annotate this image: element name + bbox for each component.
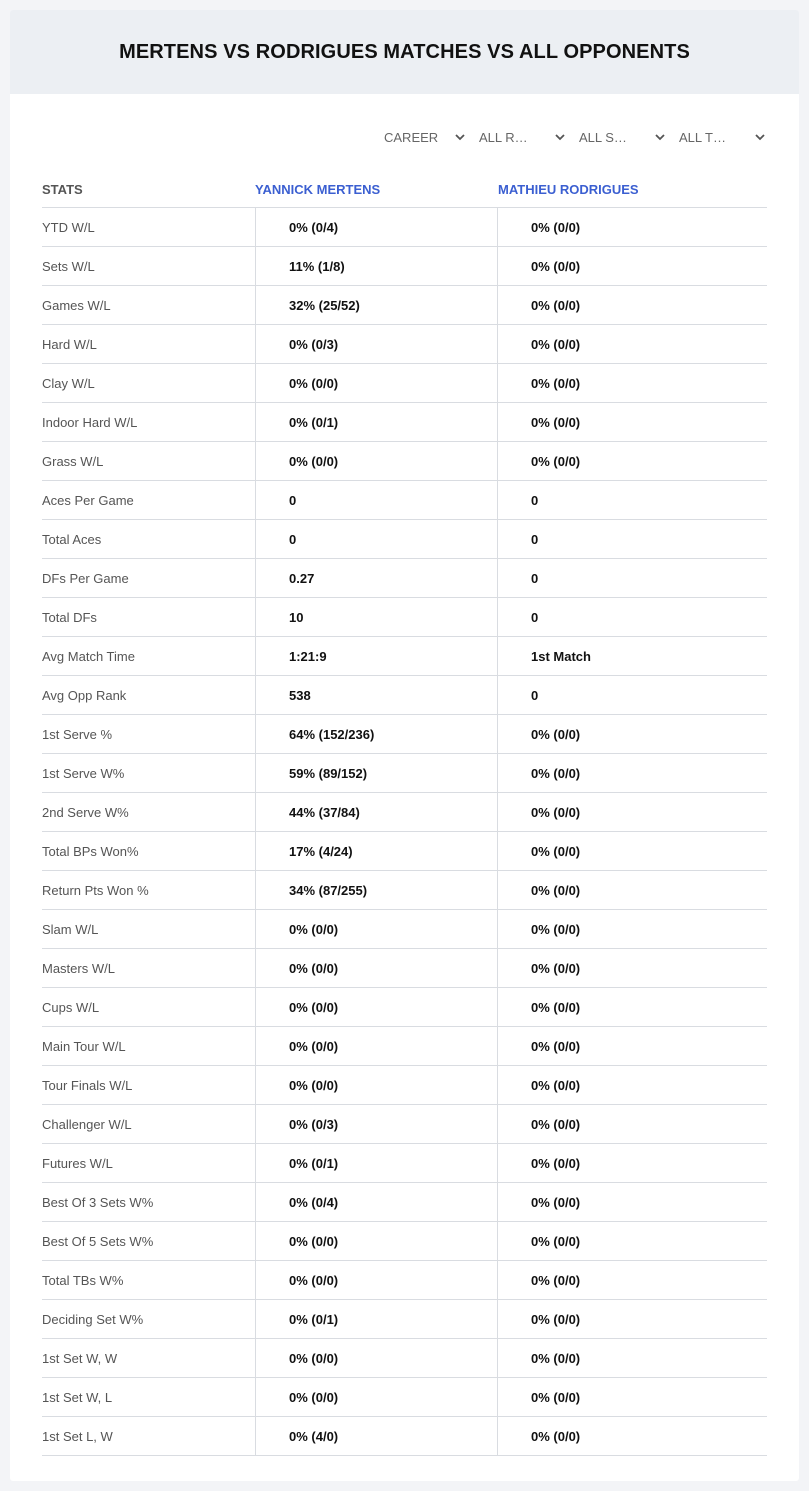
stat-label: 1st Set W, W bbox=[42, 1350, 118, 1366]
table-row bbox=[42, 481, 767, 520]
table-row bbox=[42, 1105, 767, 1144]
stat-label: DFs Per Game bbox=[42, 570, 129, 586]
filter-label: ALL S… bbox=[579, 129, 627, 145]
player2-value: 0 bbox=[497, 520, 767, 558]
stat-label: Tour Finals W/L bbox=[42, 1077, 133, 1093]
player1-value: 0% (0/3) bbox=[255, 325, 497, 363]
player2-value: 0% (0/0) bbox=[497, 1105, 767, 1143]
player2-value: 0% (0/0) bbox=[497, 754, 767, 792]
player2-value: 0% (0/0) bbox=[497, 949, 767, 987]
player1-value: 44% (37/84) bbox=[255, 793, 497, 831]
player2-value: 0% (0/0) bbox=[497, 1027, 767, 1065]
table-row bbox=[42, 910, 767, 949]
player2-value: 0% (0/0) bbox=[497, 988, 767, 1026]
table-row bbox=[42, 988, 767, 1027]
table-row bbox=[42, 1417, 767, 1456]
player1-value: 11% (1/8) bbox=[255, 247, 497, 285]
filter-tournament-select[interactable] bbox=[679, 126, 766, 148]
table-row bbox=[42, 1066, 767, 1105]
stat-label: 1st Set W, L bbox=[42, 1389, 113, 1405]
stat-label: Total DFs bbox=[42, 609, 97, 625]
filter-period-select[interactable] bbox=[384, 126, 466, 148]
player1-value: 0% (0/0) bbox=[255, 442, 497, 480]
player1-value: 0% (0/0) bbox=[255, 949, 497, 987]
stat-label: Avg Opp Rank bbox=[42, 687, 127, 703]
player2-value: 0% (0/0) bbox=[497, 910, 767, 948]
player2-value: 0% (0/0) bbox=[497, 1300, 767, 1338]
stat-label: Futures W/L bbox=[42, 1155, 113, 1171]
table-row bbox=[42, 1183, 767, 1222]
stat-label: Best Of 5 Sets W% bbox=[42, 1233, 154, 1249]
player1-value: 64% (152/236) bbox=[255, 715, 497, 753]
stat-label: Hard W/L bbox=[42, 336, 97, 352]
player1-value: 0% (0/4) bbox=[255, 1183, 497, 1221]
player1-value: 0% (0/0) bbox=[255, 1066, 497, 1104]
player1-value: 0% (0/0) bbox=[255, 1261, 497, 1299]
chevron-down-icon bbox=[454, 131, 466, 143]
table-row bbox=[42, 754, 767, 793]
player1-value: 17% (4/24) bbox=[255, 832, 497, 870]
player1-value: 32% (25/52) bbox=[255, 286, 497, 324]
player1-value: 0% (0/0) bbox=[255, 1222, 497, 1260]
stats-column-header: STATS bbox=[42, 182, 83, 197]
stats-card bbox=[10, 10, 799, 1481]
player2-value: 0 bbox=[497, 481, 767, 519]
player1-link[interactable]: YANNICK MERTENS bbox=[255, 182, 381, 197]
player1-value: 0% (0/0) bbox=[255, 988, 497, 1026]
player1-value: 59% (89/152) bbox=[255, 754, 497, 792]
stat-label: Deciding Set W% bbox=[42, 1311, 144, 1327]
chevron-down-icon bbox=[754, 131, 766, 143]
player2-value: 0% (0/0) bbox=[497, 832, 767, 870]
player2-value: 1st Match bbox=[497, 637, 767, 675]
player1-value: 0 bbox=[255, 481, 497, 519]
chevron-down-icon bbox=[654, 131, 666, 143]
table-body bbox=[42, 208, 767, 1456]
player1-value: 538 bbox=[255, 676, 497, 714]
table-header bbox=[42, 170, 767, 208]
player2-link[interactable]: MATHIEU RODRIGUES bbox=[498, 182, 639, 197]
player1-value: 0% (0/0) bbox=[255, 1378, 497, 1416]
player1-value: 1:21:9 bbox=[255, 637, 497, 675]
table-row bbox=[42, 325, 767, 364]
chevron-down-icon bbox=[554, 131, 566, 143]
stat-label: Total Aces bbox=[42, 531, 102, 547]
stats-table bbox=[42, 170, 767, 1456]
player1-value: 0% (0/0) bbox=[255, 1027, 497, 1065]
player1-value: 0% (0/0) bbox=[255, 1339, 497, 1377]
stat-label: Aces Per Game bbox=[42, 492, 134, 508]
table-row bbox=[42, 1378, 767, 1417]
table-row bbox=[42, 286, 767, 325]
table-row bbox=[42, 559, 767, 598]
player2-value: 0% (0/0) bbox=[497, 871, 767, 909]
player2-value: 0% (0/0) bbox=[497, 1144, 767, 1182]
stat-label: Return Pts Won % bbox=[42, 882, 149, 898]
stat-label: 2nd Serve W% bbox=[42, 804, 129, 820]
filter-surface-select[interactable] bbox=[579, 126, 666, 148]
card-header bbox=[10, 10, 799, 94]
table-row bbox=[42, 403, 767, 442]
table-row bbox=[42, 676, 767, 715]
filter-label: ALL R… bbox=[479, 129, 528, 145]
stat-label: Main Tour W/L bbox=[42, 1038, 126, 1054]
player2-value: 0% (0/0) bbox=[497, 442, 767, 480]
table-row bbox=[42, 1339, 767, 1378]
table-row bbox=[42, 247, 767, 286]
stat-label: Best Of 3 Sets W% bbox=[42, 1194, 154, 1210]
stat-label: Sets W/L bbox=[42, 258, 95, 274]
stat-label: Challenger W/L bbox=[42, 1116, 132, 1132]
player2-value: 0% (0/0) bbox=[497, 1183, 767, 1221]
table-row bbox=[42, 1261, 767, 1300]
player1-value: 34% (87/255) bbox=[255, 871, 497, 909]
table-row bbox=[42, 208, 767, 247]
stat-label: Indoor Hard W/L bbox=[42, 414, 138, 430]
table-row bbox=[42, 1144, 767, 1183]
player2-value: 0 bbox=[497, 676, 767, 714]
stat-label: Grass W/L bbox=[42, 453, 104, 469]
table-row bbox=[42, 1027, 767, 1066]
table-row bbox=[42, 637, 767, 676]
player2-value: 0% (0/0) bbox=[497, 1222, 767, 1260]
stat-label: Clay W/L bbox=[42, 375, 95, 391]
stat-label: 1st Set L, W bbox=[42, 1428, 113, 1444]
page-title: MERTENS VS RODRIGUES MATCHES VS ALL OPPONENTS bbox=[119, 40, 690, 63]
table-row bbox=[42, 715, 767, 754]
player2-value: 0% (0/0) bbox=[497, 1261, 767, 1299]
stat-label: Avg Match Time bbox=[42, 648, 135, 664]
table-row bbox=[42, 364, 767, 403]
stat-label: Slam W/L bbox=[42, 921, 99, 937]
filter-bar bbox=[384, 126, 768, 148]
filter-label: ALL T… bbox=[679, 129, 726, 145]
player2-value: 0% (0/0) bbox=[497, 247, 767, 285]
player1-value: 0% (0/1) bbox=[255, 403, 497, 441]
filter-round-select[interactable] bbox=[479, 126, 566, 148]
player2-value: 0% (0/0) bbox=[497, 793, 767, 831]
table-row bbox=[42, 871, 767, 910]
table-row bbox=[42, 793, 767, 832]
stat-label: Games W/L bbox=[42, 297, 111, 313]
player2-value: 0% (0/0) bbox=[497, 364, 767, 402]
stat-label: Cups W/L bbox=[42, 999, 100, 1015]
player2-value: 0% (0/0) bbox=[497, 325, 767, 363]
player2-value: 0% (0/0) bbox=[497, 1066, 767, 1104]
stat-label: 1st Serve W% bbox=[42, 765, 125, 781]
stat-label: Total BPs Won% bbox=[42, 843, 139, 859]
player1-value: 0% (0/4) bbox=[255, 208, 497, 246]
table-row bbox=[42, 832, 767, 871]
player1-value: 0% (0/1) bbox=[255, 1300, 497, 1338]
table-row bbox=[42, 1222, 767, 1261]
player1-value: 0% (0/3) bbox=[255, 1105, 497, 1143]
player1-value: 0% (0/0) bbox=[255, 910, 497, 948]
stat-label: Total TBs W% bbox=[42, 1272, 124, 1288]
table-row bbox=[42, 442, 767, 481]
table-row bbox=[42, 520, 767, 559]
stat-label: Masters W/L bbox=[42, 960, 115, 976]
table-row bbox=[42, 1300, 767, 1339]
player1-value: 0% (4/0) bbox=[255, 1417, 497, 1455]
player2-value: 0% (0/0) bbox=[497, 715, 767, 753]
player1-value: 0% (0/1) bbox=[255, 1144, 497, 1182]
player2-value: 0% (0/0) bbox=[497, 403, 767, 441]
player2-value: 0% (0/0) bbox=[497, 1378, 767, 1416]
player2-value: 0 bbox=[497, 598, 767, 636]
table-row bbox=[42, 949, 767, 988]
player2-value: 0% (0/0) bbox=[497, 286, 767, 324]
filter-label: CAREER bbox=[384, 129, 439, 145]
player1-value: 0% (0/0) bbox=[255, 364, 497, 402]
stat-label: YTD W/L bbox=[42, 219, 95, 235]
stat-label: 1st Serve % bbox=[42, 726, 113, 742]
player2-value: 0% (0/0) bbox=[497, 208, 767, 246]
player1-value: 10 bbox=[255, 598, 497, 636]
player2-value: 0% (0/0) bbox=[497, 1417, 767, 1455]
table-row bbox=[42, 598, 767, 637]
player2-value: 0% (0/0) bbox=[497, 1339, 767, 1377]
player1-value: 0.27 bbox=[255, 559, 497, 597]
player2-value: 0 bbox=[497, 559, 767, 597]
player1-value: 0 bbox=[255, 520, 497, 558]
